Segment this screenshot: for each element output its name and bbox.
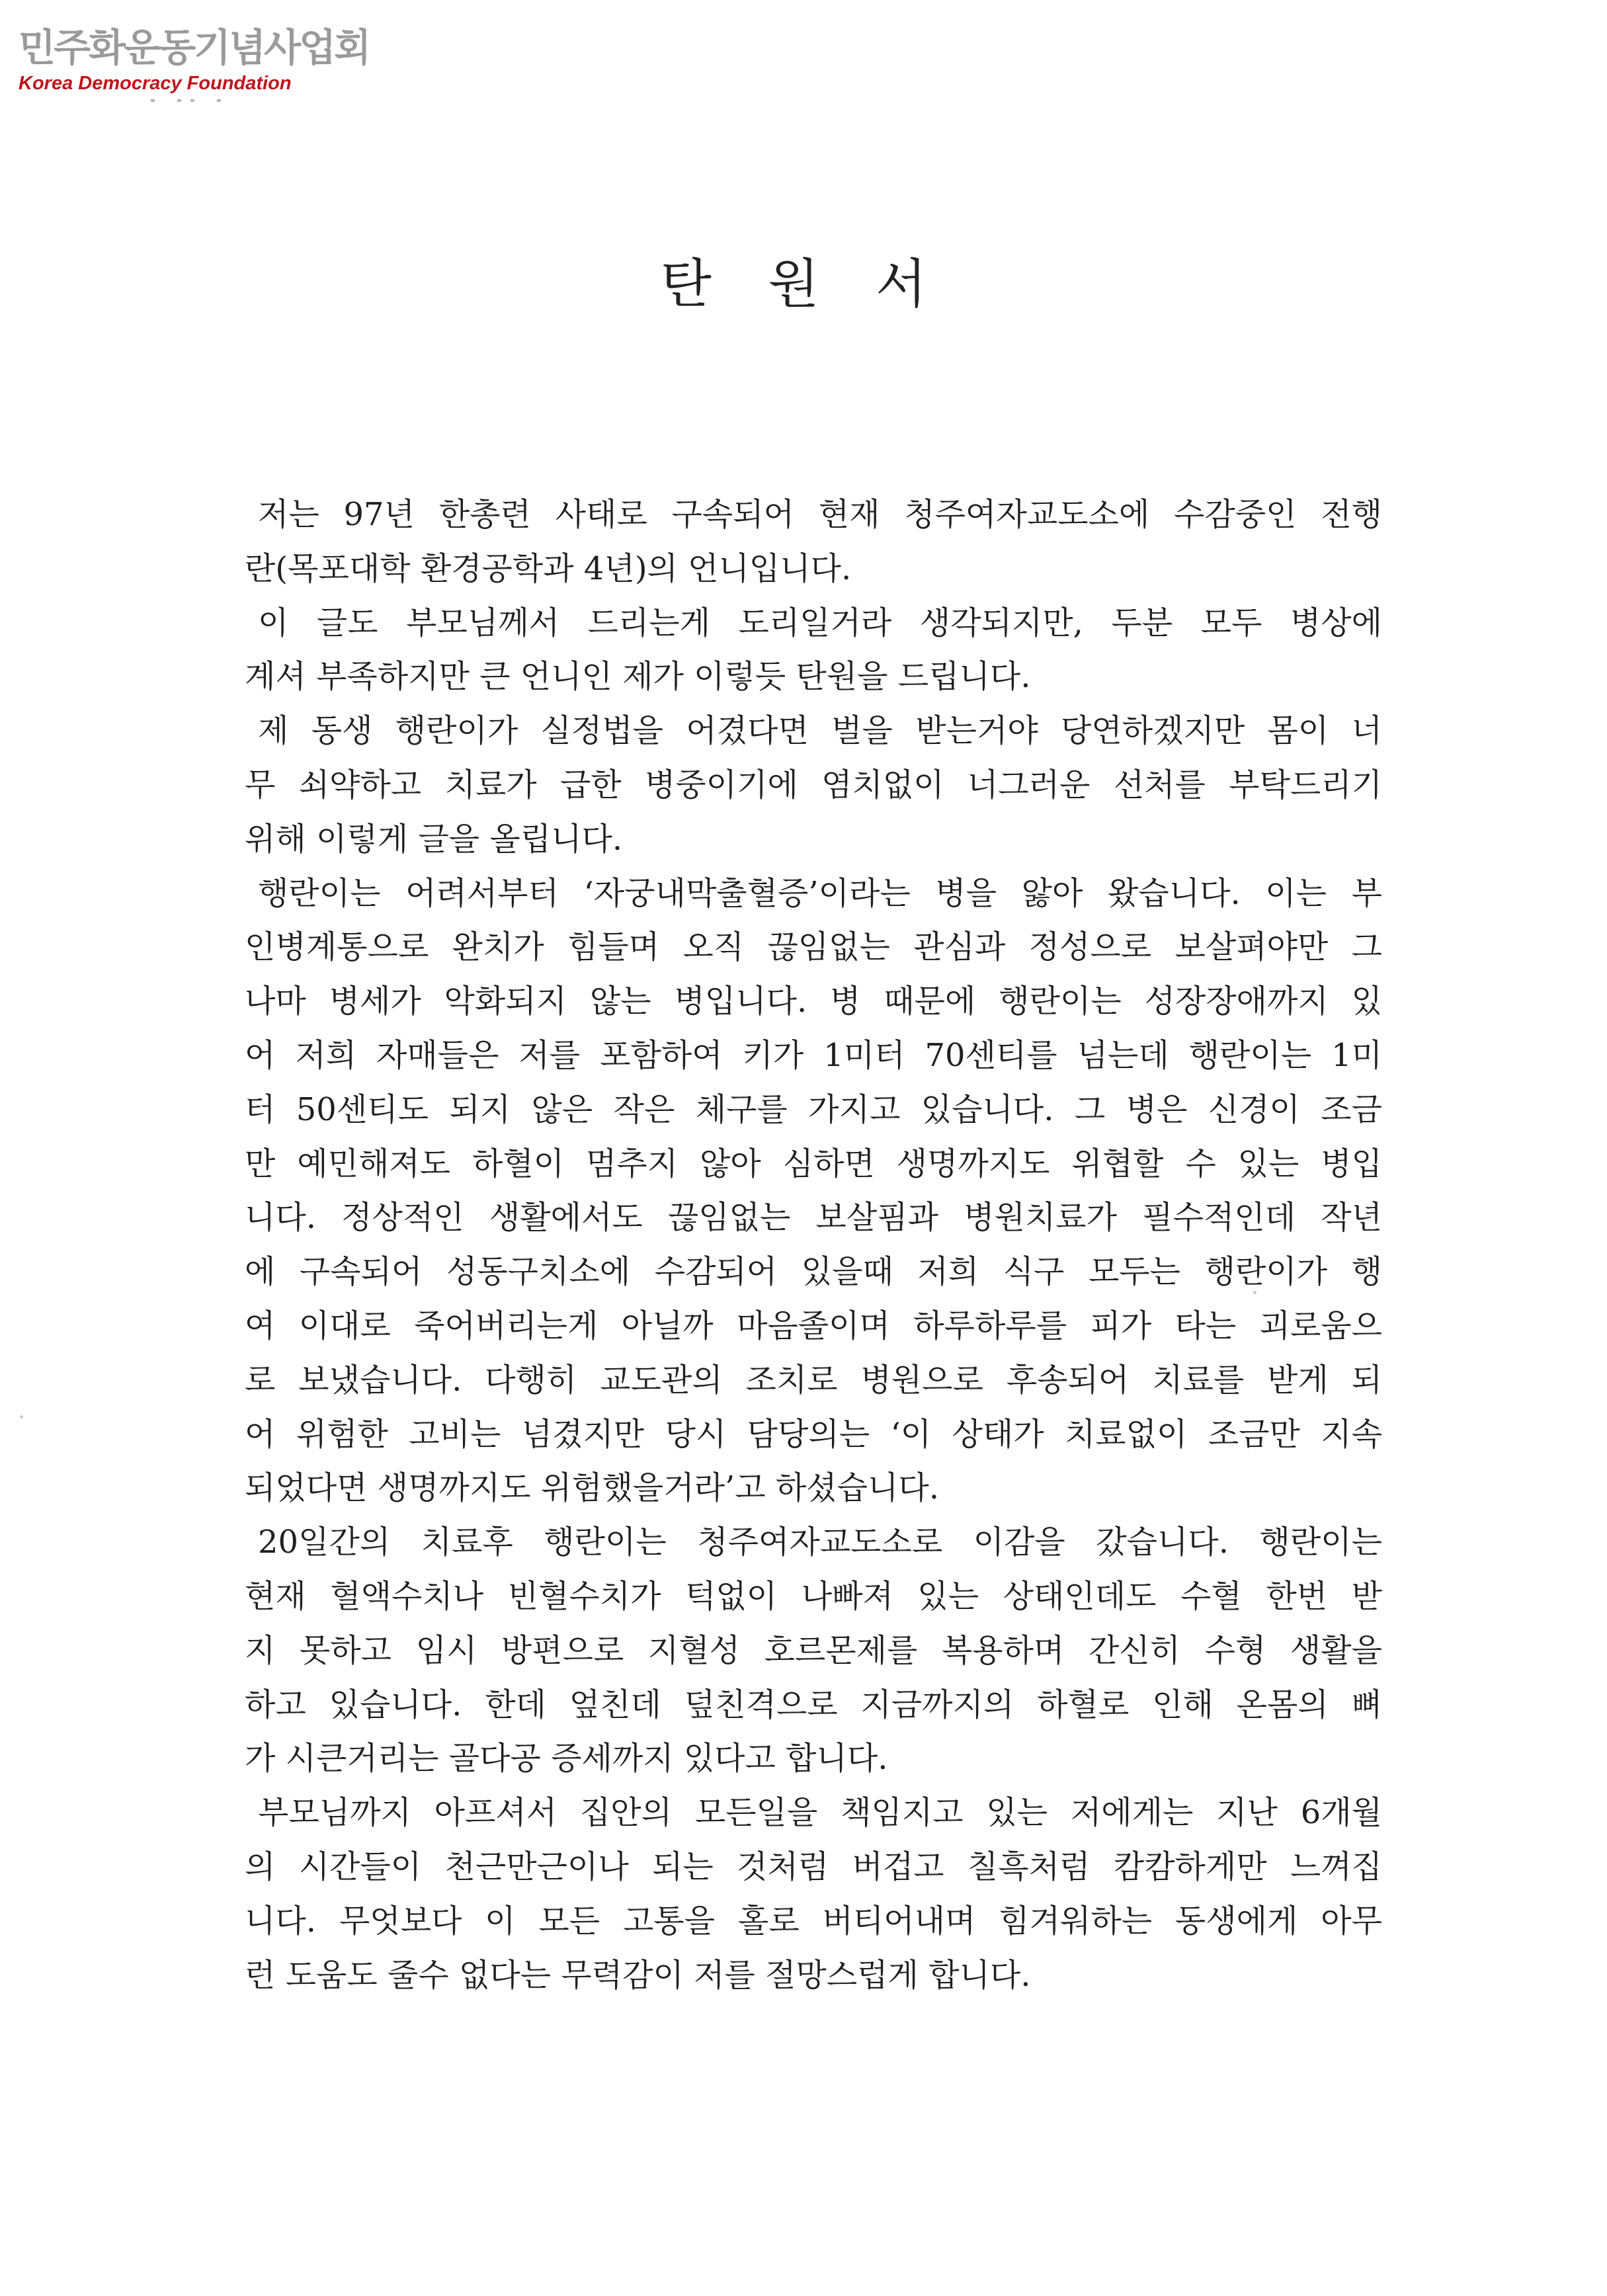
watermark-korean-name: 민주화운동기념사업회	[19, 25, 370, 70]
body-line: 되었다면 생명까지도 위험했을거라’고 하셨습니다.	[245, 1469, 940, 1507]
watermark-dots	[151, 98, 243, 104]
body-line: 어 저희 자매들은 저를 포함하여 키가 1미터 70센티를 넘는데 행란이는 1미	[245, 1036, 1382, 1074]
body-line: 무 쇠약하고 치료가 급한 병중이기에 염치없이 너그러운 선처를 부탁드리기	[245, 766, 1382, 803]
body-line: 행란이는 어려서부터 ‘자궁내막출혈증’이라는 병을 앓아 왔습니다. 이는 부	[258, 874, 1382, 912]
foundation-watermark	[19, 24, 370, 104]
body-line: 나마 병세가 악화되지 않는 병입니다. 병 때문에 행란이는 성장장애까지 있	[245, 983, 1382, 1020]
body-line: 위해 이렇게 글을 올립니다.	[245, 820, 623, 858]
body-line: 에 구속되어 성동구치소에 수감되어 있을때 저희 식구 모두는 행란이가 행	[245, 1253, 1382, 1291]
body-line: 부모님까지 아프셔서 집안의 모든일을 책임지고 있는 저에게는 지난 6개월	[258, 1794, 1382, 1832]
body-line: 가 시큰거리는 골다공 증세까지 있다고 합니다.	[245, 1740, 888, 1778]
body-line: 인병계통으로 완치가 힘들며 오직 끊임없는 관심과 정성으로 보살펴야만 그	[245, 928, 1382, 966]
body-line: 만 예민해져도 하혈이 멈추지 않아 심하면 생명까지도 위협할 수 있는 병입	[245, 1145, 1382, 1182]
body-line: 저는 97년 한총련 사태로 구속되어 현재 청주여자교도소에 수감중인 전행	[258, 496, 1382, 533]
body-line: 런 도움도 줄수 없다는 무력감이 저를 절망스럽게 합니다.	[245, 1956, 1031, 1994]
body-line: 20일간의 치료후 행란이는 청주여자교도소로 이감을 갔습니다. 행란이는	[258, 1524, 1382, 1561]
body-line: 이 글도 부모님께서 드리는게 도리일거라 생각되지만, 두분 모두 병상에	[258, 604, 1382, 641]
watermark-english-name: Korea Democracy Foundation	[19, 73, 292, 94]
scan-speck	[1253, 1291, 1257, 1294]
body-line: 니다. 정상적인 생활에서도 끊임없는 보살핌과 병원치료가 필수적인데 작년	[245, 1199, 1382, 1237]
body-line: 어 위험한 고비는 넘겼지만 당시 담당의는 ‘이 상태가 치료없이 조금만 지속	[245, 1415, 1382, 1453]
body-line: 현재 혈액수치나 빈혈수치가 턱없이 나빠져 있는 상태인데도 수혈 한번 받	[245, 1577, 1382, 1615]
body-line: 지 못하고 임시 방편으로 지혈성 호르몬제를 복용하며 간신히 수형 생활을	[245, 1631, 1382, 1669]
body-line: 하고 있습니다. 한데 엎친데 덮친격으로 지금까지의 하혈로 인해 온몸의 뼈	[245, 1686, 1382, 1723]
body-line: 의 시간들이 천근만근이나 되는 것처럼 버겁고 칠흑처럼 캄캄하게만 느껴집	[245, 1848, 1382, 1885]
body-line: 로 보냈습니다. 다행히 교도관의 조치로 병원으로 후송되어 치료를 받게 되	[245, 1361, 1382, 1399]
body-line: 계셔 부족하지만 큰 언니인 제가 이렇듯 탄원을 드립니다.	[245, 658, 1031, 696]
body-line: 제 동생 행란이가 실정법을 어겼다면 벌을 받는거야 당연하겠지만 몸이 너	[258, 712, 1382, 750]
petition-body	[245, 488, 1382, 2002]
body-line: 여 이대로 죽어버리는게 아닐까 마음졸이며 하루하루를 피가 타는 괴로움으	[245, 1307, 1382, 1344]
document-title: 탄 원 서	[660, 253, 947, 315]
body-line: 란(목포대학 환경공학과 4년)의 언니입니다.	[245, 550, 852, 587]
body-line: 터 50센티도 되지 않은 작은 체구를 가지고 있습니다. 그 병은 신경이 조금	[245, 1090, 1382, 1128]
body-line: 니다. 무엇보다 이 모든 고통을 홀로 버티어내며 힘겨워하는 동생에게 아무	[245, 1902, 1382, 1940]
scan-speck	[20, 1415, 23, 1418]
